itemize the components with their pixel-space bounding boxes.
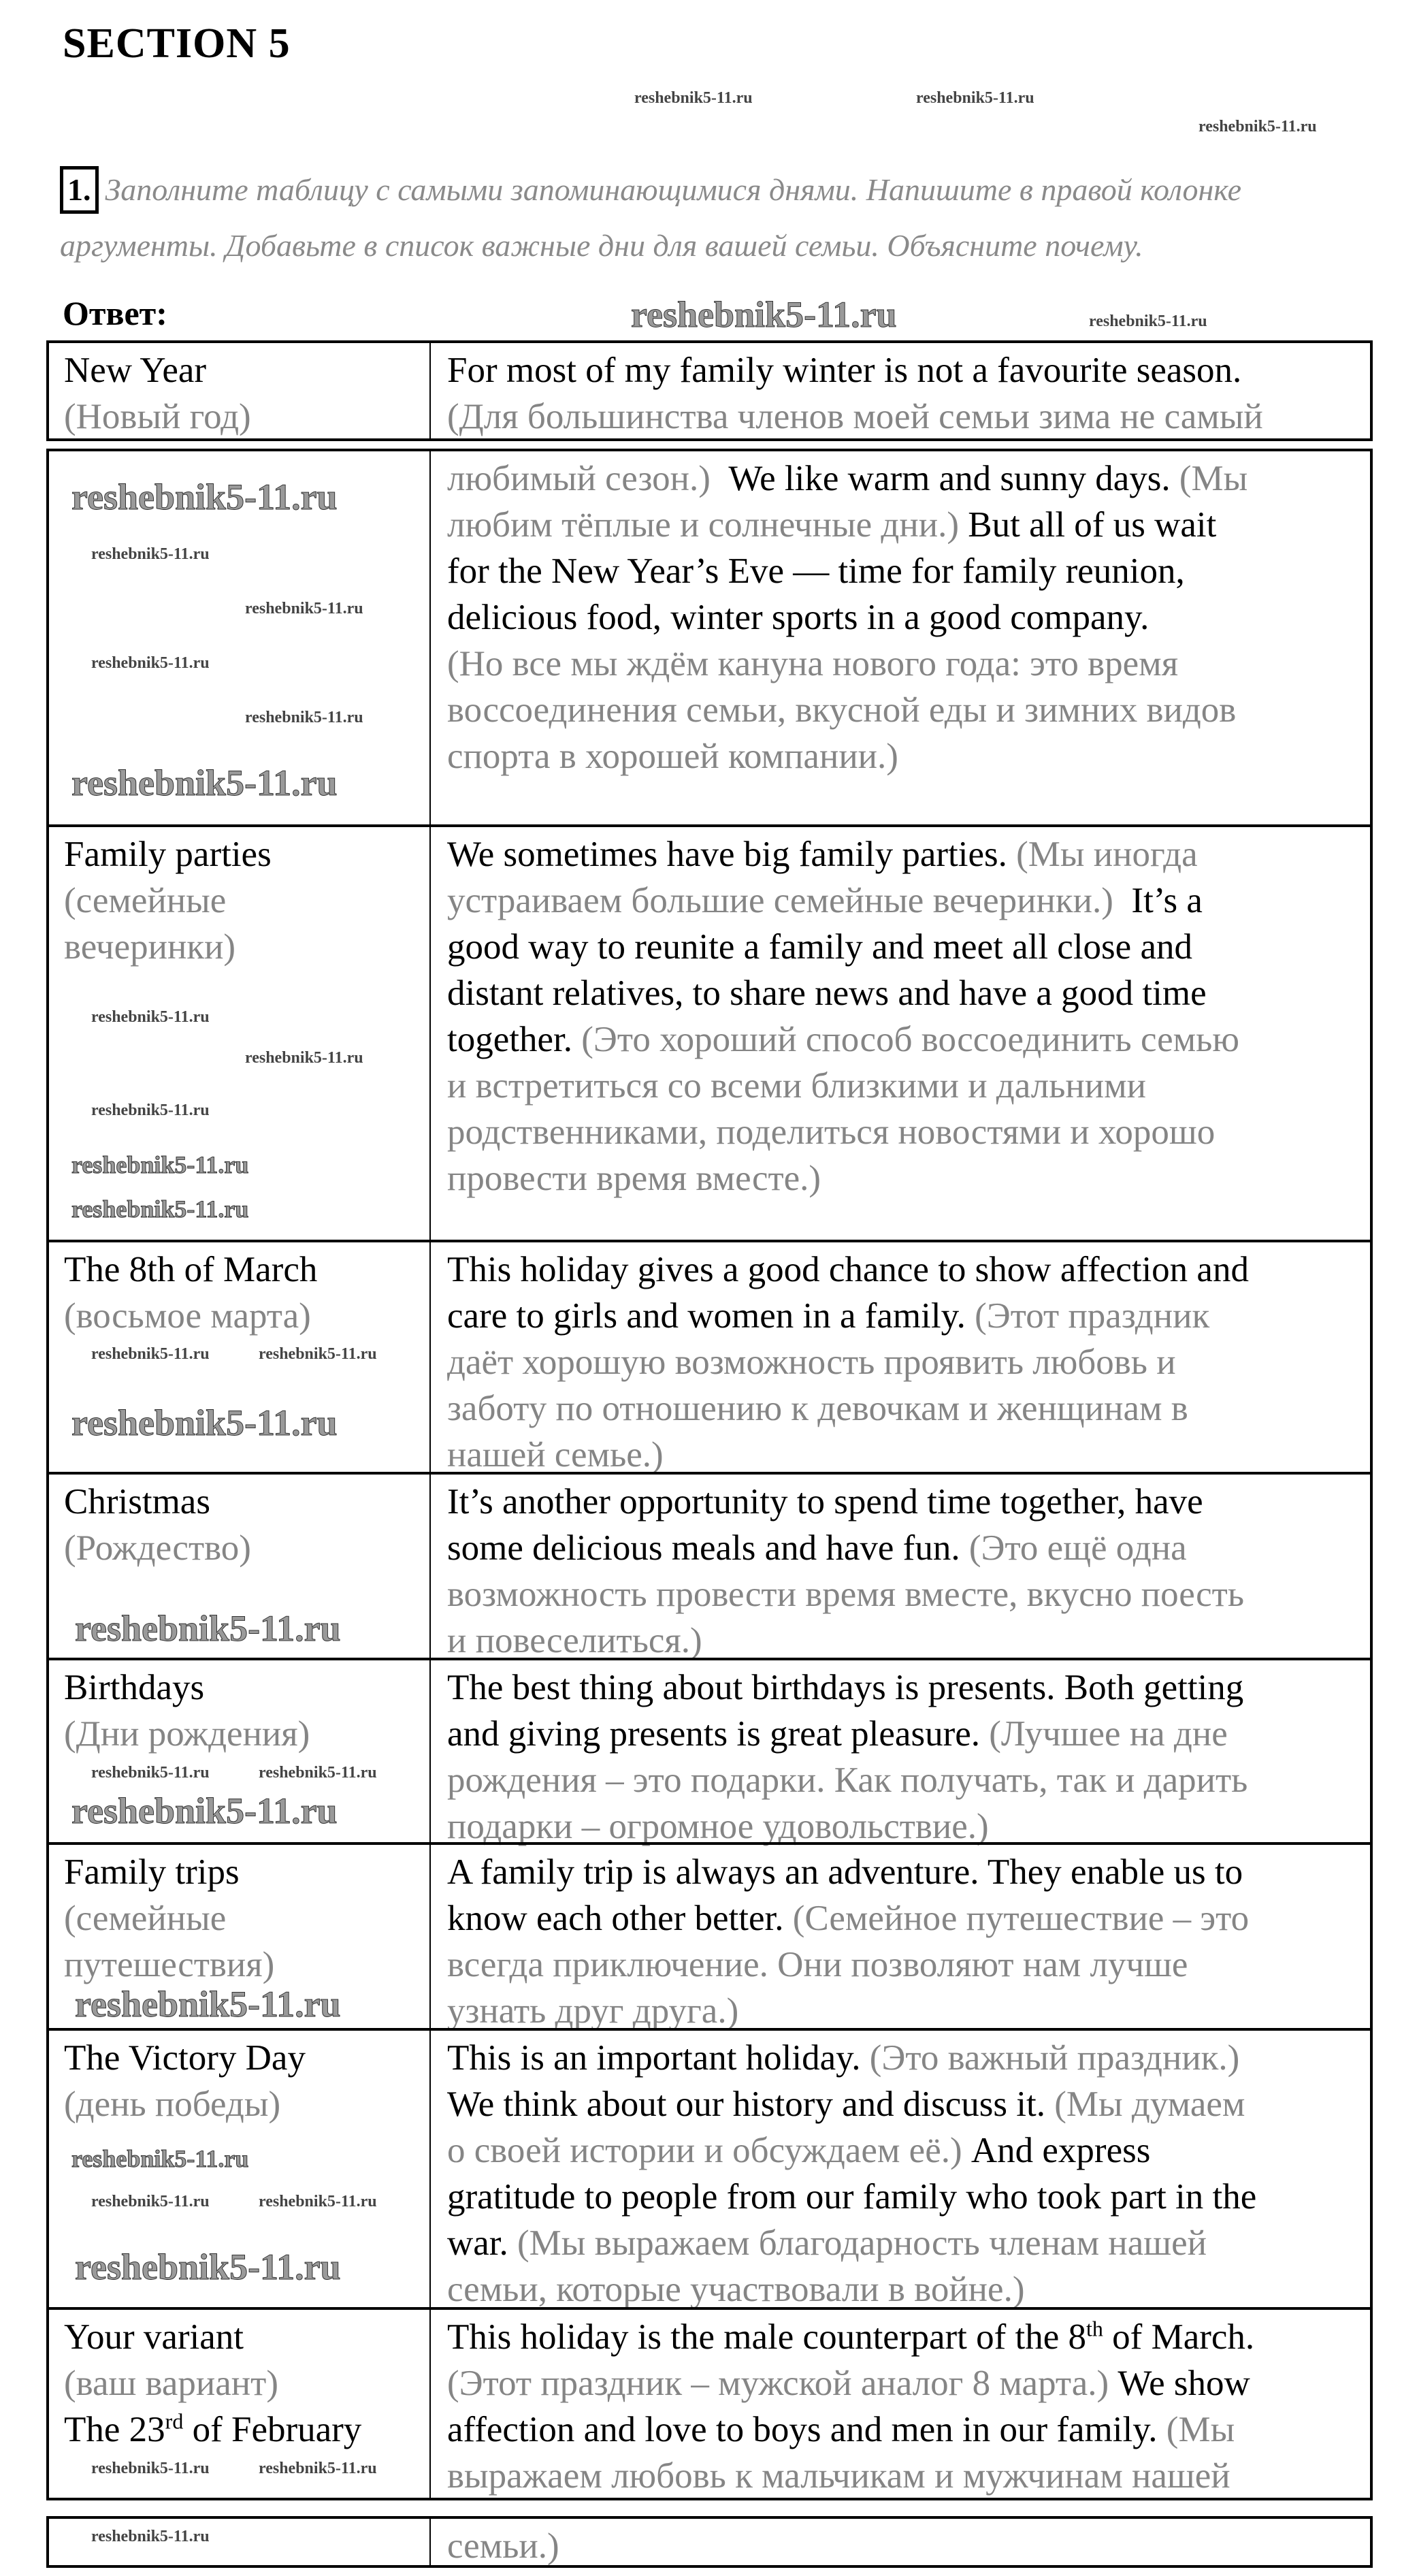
english-text: good way to reunite a family and meet all close and bbox=[447, 927, 1192, 967]
english-text: This is an important holiday. bbox=[447, 2038, 861, 2078]
answer-table bbox=[46, 2516, 1373, 2568]
text-line bbox=[447, 733, 1370, 779]
watermark: reshebnik5-11.ru bbox=[259, 1345, 377, 1363]
argument-cell bbox=[432, 451, 1370, 824]
translation-text: (Мы bbox=[1170, 459, 1248, 498]
english-text: for the New Year’s Eve — time for family reunion, bbox=[447, 551, 1185, 591]
text-line bbox=[447, 1571, 1370, 1617]
text-line bbox=[447, 831, 1370, 878]
text-line bbox=[64, 2360, 429, 2406]
argument-cell bbox=[432, 827, 1370, 1242]
english-text: For most of my family winter is not a favourite season. bbox=[447, 351, 1242, 390]
translation-text: и встретиться со всеми близкими и дальними bbox=[447, 1066, 1147, 1106]
translation-text: (Новый год) bbox=[64, 397, 251, 436]
table-row-your-variant-cont bbox=[49, 2519, 1370, 2565]
argument-cell bbox=[432, 2310, 1370, 2500]
watermark: reshebnik5-11.ru bbox=[91, 2528, 210, 2545]
text-line bbox=[447, 1246, 1370, 1293]
table-row-your-variant bbox=[49, 2307, 1370, 2500]
argument-cell bbox=[432, 2031, 1370, 2310]
watermark: reshebnik5-11.ru bbox=[91, 1764, 210, 1782]
translation-text: даёт хорошую возможность проявить любовь и bbox=[447, 1342, 1176, 1382]
english-text: gratitude to people from our family who took part in the bbox=[447, 2177, 1257, 2217]
english-text: war. bbox=[447, 2223, 508, 2263]
english-text: It’s another opportunity to spend time together, have bbox=[447, 1482, 1203, 1522]
argument-cell bbox=[432, 1242, 1370, 1475]
english-text: The 23 bbox=[64, 2410, 165, 2449]
translation-text: устраиваем большие семейные вечеринки.) bbox=[447, 881, 1113, 920]
text-line bbox=[447, 1339, 1370, 1385]
table-row-family-parties bbox=[49, 824, 1370, 1242]
watermark: reshebnik5-11.ru bbox=[245, 1049, 363, 1067]
translation-text: (Дни рождения) bbox=[64, 1714, 310, 1754]
translation-text: (Но все мы ждём кануна нового года: это время bbox=[447, 644, 1179, 683]
text-line bbox=[447, 1664, 1370, 1711]
text-line bbox=[447, 2174, 1370, 2220]
english-text: The Victory Day bbox=[64, 2038, 306, 2078]
translation-text: выражаем любовь к мальчикам и мужчинам нашей bbox=[447, 2456, 1230, 2496]
text-line bbox=[447, 970, 1370, 1016]
text-line bbox=[447, 1988, 1370, 2034]
watermark: reshebnik5-11.ru bbox=[634, 89, 753, 107]
text-line bbox=[447, 455, 1370, 502]
text-line bbox=[64, 1479, 429, 1525]
english-text: care to girls and women in a family. bbox=[447, 1296, 966, 1336]
english-text: The 8th of March bbox=[64, 1250, 318, 1289]
translation-text: (ваш вариант) bbox=[64, 2364, 278, 2403]
text-line bbox=[447, 1016, 1370, 1063]
english-text: know each other better. bbox=[447, 1899, 784, 1938]
text-line bbox=[447, 1293, 1370, 1339]
translation-text: (Мы иногда bbox=[1007, 835, 1198, 874]
english-text: It’s a bbox=[1113, 881, 1203, 920]
translation-text: о своей истории и обсуждаем её.) bbox=[447, 2131, 962, 2170]
english-text: We sometimes have big family parties. bbox=[447, 835, 1007, 874]
translation-text: (Этот праздник – мужской аналог 8 марта.) bbox=[447, 2364, 1109, 2403]
watermark: reshebnik5-11.ru bbox=[71, 1151, 249, 1178]
watermark: reshebnik5-11.ru bbox=[71, 1402, 338, 1443]
watermark: reshebnik5-11.ru bbox=[91, 1008, 210, 1026]
section-title: SECTION 5 bbox=[63, 20, 291, 67]
watermark: reshebnik5-11.ru bbox=[1198, 118, 1317, 135]
translation-text: (Для большинства членов моей семьи зима не самый bbox=[447, 397, 1263, 436]
watermark: reshebnik5-11.ru bbox=[71, 762, 338, 803]
text-line bbox=[64, 1293, 429, 1339]
argument-cell bbox=[432, 1845, 1370, 2031]
text-line bbox=[64, 1942, 429, 1988]
watermark: reshebnik5-11.ru bbox=[91, 654, 210, 672]
translation-text: (Мы bbox=[1157, 2410, 1235, 2449]
translation-text: заботу по отношению к девочкам и женщинам в bbox=[447, 1389, 1188, 1428]
translation-text: нашей семье.) bbox=[447, 1435, 664, 1475]
translation-text: узнать друг друга.) bbox=[447, 1991, 739, 2031]
translation-text: (Это хороший способ воссоединить семью bbox=[572, 1020, 1239, 1059]
text-line bbox=[64, 1246, 429, 1293]
argument-cell bbox=[432, 2519, 1370, 2565]
text-line bbox=[447, 393, 1370, 440]
text-line bbox=[447, 2314, 1370, 2360]
english-text: Christmas bbox=[64, 1482, 210, 1522]
task-instruction: Заполните таблицу с самыми запоминающимися днями. Напишите в правой колонке аргументы. Добавьте в список важные дни для вашей семьи. Объясните почему. bbox=[60, 172, 1242, 263]
text-line bbox=[64, 1849, 429, 1895]
day-cell bbox=[49, 343, 431, 438]
watermark: reshebnik5-11.ru bbox=[71, 477, 338, 517]
english-text: New Year bbox=[64, 351, 207, 390]
english-text: Your variant bbox=[64, 2317, 244, 2357]
watermark: reshebnik5-11.ru bbox=[91, 1345, 210, 1363]
argument-cell bbox=[432, 343, 1370, 438]
translation-text: (Это важный праздник.) bbox=[860, 2038, 1240, 2078]
english-text: Birthdays bbox=[64, 1668, 205, 1707]
text-line bbox=[64, 393, 429, 440]
text-line bbox=[447, 1385, 1370, 1432]
text-line bbox=[64, 1711, 429, 1757]
text-line bbox=[447, 2220, 1370, 2266]
text-line bbox=[447, 594, 1370, 641]
translation-text: (семейные bbox=[64, 1899, 227, 1938]
text-line bbox=[447, 1432, 1370, 1478]
watermark: reshebnik5-11.ru bbox=[259, 2193, 377, 2210]
translation-text: (Мы выражаем благодарность членам нашей bbox=[508, 2223, 1207, 2263]
watermark: reshebnik5-11.ru bbox=[916, 89, 1034, 107]
english-text: The best thing about birthdays is presents. Both getting bbox=[447, 1668, 1244, 1707]
english-text: A family trip is always an adventure. They enable us to bbox=[447, 1852, 1243, 1892]
english-text: some delicious meals and have fun. bbox=[447, 1528, 960, 1568]
text-line bbox=[447, 2453, 1370, 2499]
text-line bbox=[447, 641, 1370, 687]
translation-text: (Это ещё одна bbox=[960, 1528, 1187, 1568]
translation-text: рождения – это подарки. Как получать, так и дарить bbox=[447, 1760, 1248, 1800]
english-text: delicious food, winter sports in a good company. bbox=[447, 598, 1149, 637]
watermark: reshebnik5-11.ru bbox=[71, 2145, 249, 2172]
text-line bbox=[447, 1849, 1370, 1895]
watermark: reshebnik5-11.ru bbox=[91, 2193, 210, 2210]
watermark: reshebnik5-11.ru bbox=[245, 600, 363, 617]
watermark: reshebnik5-11.ru bbox=[245, 709, 363, 726]
text-line bbox=[447, 1895, 1370, 1942]
text-line bbox=[447, 2406, 1370, 2453]
text-line bbox=[447, 347, 1370, 393]
watermark: reshebnik5-11.ru bbox=[91, 1101, 210, 1119]
translation-text: воссоединения семьи, вкусной еды и зимних видов bbox=[447, 690, 1237, 730]
translation-text: любимый сезон.) bbox=[447, 459, 711, 498]
translation-text: (Рождество) bbox=[64, 1528, 251, 1568]
text-line bbox=[447, 548, 1370, 594]
english-text: th bbox=[1086, 2316, 1103, 2341]
watermark: reshebnik5-11.ru bbox=[75, 1984, 341, 2025]
text-line bbox=[64, 878, 429, 924]
watermark: reshebnik5-11.ru bbox=[91, 2460, 210, 2477]
text-line bbox=[64, 2035, 429, 2081]
task-instruction-block bbox=[60, 162, 1387, 274]
text-line bbox=[64, 2314, 429, 2360]
argument-cell bbox=[432, 1475, 1370, 1660]
english-text: This holiday is the male counterpart of the 8 bbox=[447, 2317, 1087, 2357]
translation-text: (семейные bbox=[64, 881, 227, 920]
text-line bbox=[64, 1895, 429, 1942]
translation-text: любим тёплые и солнечные дни.) bbox=[447, 505, 959, 545]
translation-text: (Семейное путешествие – это bbox=[783, 1899, 1250, 1938]
english-text: Family trips bbox=[64, 1852, 240, 1892]
translation-text: подарки – огромное удовольствие.) bbox=[447, 1807, 989, 1846]
text-line bbox=[64, 347, 429, 393]
translation-text: (Мы думаем bbox=[1045, 2084, 1245, 2124]
task-number: 1. bbox=[60, 166, 99, 214]
english-text: together. bbox=[447, 1020, 572, 1059]
answer-table bbox=[46, 340, 1373, 441]
english-text: Family parties bbox=[64, 835, 272, 874]
text-line bbox=[447, 2266, 1370, 2313]
text-line bbox=[447, 1757, 1370, 1803]
table-row-new-year bbox=[49, 343, 1370, 438]
english-text: affection and love to boys and men in our family. bbox=[447, 2410, 1158, 2449]
watermark: reshebnik5-11.ru bbox=[71, 1790, 338, 1831]
text-line bbox=[64, 2406, 429, 2453]
text-line bbox=[447, 1155, 1370, 1202]
day-cell bbox=[49, 827, 431, 1242]
translation-text: вечеринки) bbox=[64, 927, 236, 967]
english-text: We show bbox=[1109, 2364, 1250, 2403]
translation-text: (восьмое марта) bbox=[64, 1296, 311, 1336]
watermark: reshebnik5-11.ru bbox=[75, 1608, 341, 1649]
text-line bbox=[447, 2127, 1370, 2174]
argument-cell bbox=[432, 1660, 1370, 1845]
english-text: rd bbox=[165, 2409, 184, 2434]
watermark: reshebnik5-11.ru bbox=[259, 2460, 377, 2477]
translation-text: (Этот праздник bbox=[965, 1296, 1210, 1336]
text-line bbox=[447, 1617, 1370, 1664]
english-text: And express bbox=[962, 2131, 1151, 2170]
watermark: reshebnik5-11.ru bbox=[91, 545, 210, 563]
english-text: and giving presents is great pleasure. bbox=[447, 1714, 980, 1754]
answer-label: Ответ: bbox=[63, 294, 167, 332]
translation-text: путешествия) bbox=[64, 1945, 275, 1984]
text-line bbox=[447, 2035, 1370, 2081]
translation-text: семьи, которые участвовали в войне.) bbox=[447, 2270, 1025, 2309]
text-line bbox=[64, 924, 429, 970]
text-line bbox=[64, 1664, 429, 1711]
watermark: reshebnik5-11.ru bbox=[259, 1764, 377, 1782]
english-text: This holiday gives a good chance to show affection and bbox=[447, 1250, 1249, 1289]
text-line bbox=[447, 1063, 1370, 1109]
translation-text: семьи.) bbox=[447, 2526, 559, 2566]
watermark: reshebnik5-11.ru bbox=[71, 1195, 249, 1223]
english-text: of March. bbox=[1103, 2317, 1255, 2357]
text-line bbox=[447, 2523, 1370, 2569]
text-line bbox=[447, 1525, 1370, 1571]
text-line bbox=[447, 1711, 1370, 1757]
watermark: reshebnik5-11.ru bbox=[631, 294, 897, 335]
text-line bbox=[447, 878, 1370, 924]
translation-text: (день победы) bbox=[64, 2084, 281, 2124]
text-line bbox=[447, 502, 1370, 548]
text-line bbox=[447, 1479, 1370, 1525]
english-text: distant relatives, to share news and have a good time bbox=[447, 973, 1207, 1013]
text-line bbox=[64, 831, 429, 878]
text-line bbox=[447, 687, 1370, 733]
english-text: of February bbox=[183, 2410, 362, 2449]
translation-text: провести время вместе.) bbox=[447, 1159, 821, 1198]
watermark: reshebnik5-11.ru bbox=[75, 2247, 341, 2287]
translation-text: спорта в хорошей компании.) bbox=[447, 737, 898, 776]
watermark: reshebnik5-11.ru bbox=[1089, 312, 1207, 330]
translation-text: (Лучшее на дне bbox=[980, 1714, 1228, 1754]
translation-text: и повеселиться.) bbox=[447, 1621, 702, 1660]
text-line bbox=[447, 2360, 1370, 2406]
text-line bbox=[447, 2081, 1370, 2127]
translation-text: родственниками, поделиться новостями и хорошо bbox=[447, 1112, 1216, 1152]
translation-text: всегда приключение. Они позволяют нам лучше bbox=[447, 1945, 1188, 1984]
english-text: We like warm and sunny days. bbox=[710, 459, 1171, 498]
text-line bbox=[64, 2081, 429, 2127]
english-text: We think about our history and discuss it. bbox=[447, 2084, 1045, 2124]
text-line bbox=[447, 1942, 1370, 1988]
translation-text: возможность провести время вместе, вкусно поесть bbox=[447, 1575, 1244, 1614]
text-line bbox=[447, 1109, 1370, 1155]
text-line bbox=[64, 1525, 429, 1571]
english-text: But all of us wait bbox=[959, 505, 1217, 545]
answer-table bbox=[46, 449, 1373, 2500]
text-line bbox=[447, 924, 1370, 970]
